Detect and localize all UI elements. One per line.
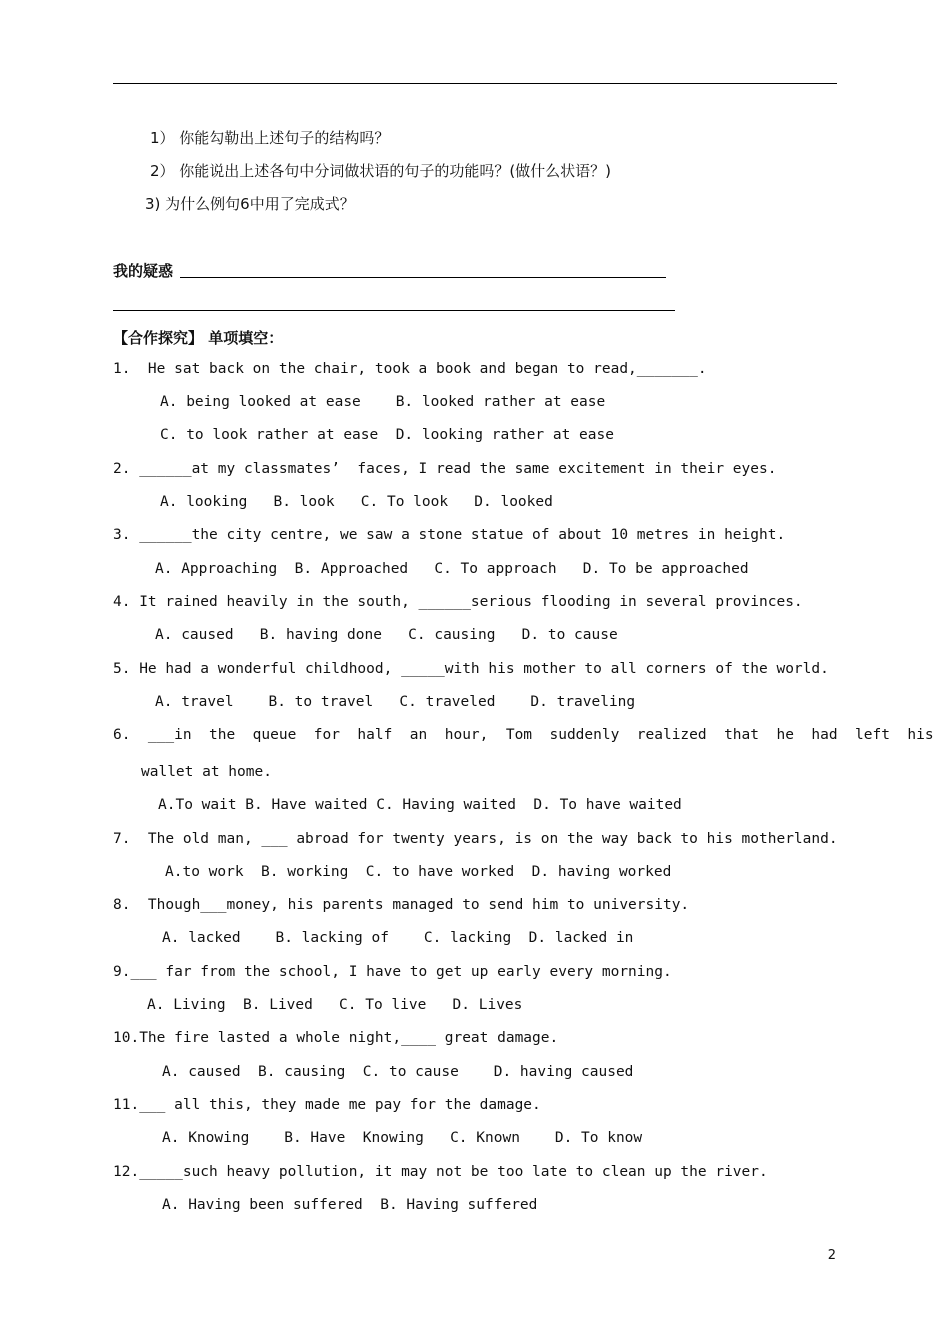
doubts-label: 我的疑惑 [113, 262, 174, 280]
question-8-options: A. lacked B. lacking of C. lacking D. lacked in [162, 930, 634, 946]
header-rule [113, 83, 837, 84]
question-1-options-b: C. to look rather at ease D. looking rather at ease [160, 427, 614, 443]
question-10-options: A. caused B. causing C. to cause D. having caused [162, 1064, 634, 1080]
question-7-options: A.to work B. working C. to have worked D. having worked [165, 864, 672, 880]
question-6-options: A.To wait B. Have waited C. Having waited D. To have waited [158, 797, 682, 813]
question-11: 11.___ all this, they made me pay for the damage. [113, 1097, 541, 1113]
intro-question-2: 2） 你能说出上述各句中分词做状语的句子的功能吗？(做什么状语？) [150, 162, 612, 180]
page-number: 2 [827, 1248, 836, 1263]
question-3-options: A. Approaching B. Approached C. To approach D. To be approached [155, 561, 749, 577]
question-10: 10.The fire lasted a whole night,____ great damage. [113, 1030, 559, 1046]
question-2: 2. ______at my classmates’ faces, I read the same excitement in their eyes. [113, 461, 777, 477]
question-12: 12._____such heavy pollution, it may not be too late to clean up the river. [113, 1164, 768, 1180]
question-3: 3. ______the city centre, we saw a stone statue of about 10 metres in height. [113, 527, 786, 543]
question-9: 9.___ far from the school, I have to get up early every morning. [113, 964, 672, 980]
question-5-options: A. travel B. to travel C. traveled D. traveling [155, 694, 636, 710]
question-7: 7. The old man, ___ abroad for twenty years, is on the way back to his motherland. [113, 831, 838, 847]
question-2-options: A. looking B. look C. To look D. looked [160, 494, 553, 510]
question-4-options: A. caused B. having done C. causing D. to cause [155, 627, 618, 643]
question-6-continued: wallet at home. [141, 764, 272, 780]
question-4: 4. It rained heavily in the south, ______serious flooding in several provinces. [113, 594, 803, 610]
doubts-blank-1 [180, 277, 666, 278]
question-9-options: A. Living B. Lived C. To live D. Lives [147, 997, 523, 1013]
doubts-blank-2 [113, 310, 675, 311]
question-8: 8. Though___money, his parents managed to send him to university. [113, 897, 690, 913]
intro-question-1: 1） 你能勾勒出上述句子的结构吗？ [150, 129, 390, 147]
question-5: 5. He had a wonderful childhood, _____with his mother to all corners of the world. [113, 661, 829, 677]
intro-question-3: 3) 为什么例句6中用了完成式？ [145, 195, 355, 213]
section-title: 【合作探究】 单项填空： [113, 329, 284, 347]
question-6: 6. ___in the queue for half an hour, Tom suddenly realized that he had left his [113, 727, 934, 743]
question-1: 1. He sat back on the chair, took a book and began to read,_______. [113, 361, 707, 377]
question-12-options: A. Having been suffered B. Having suffered [162, 1197, 538, 1213]
question-1-options-a: A. being looked at ease B. looked rather at ease [160, 394, 606, 410]
question-11-options: A. Knowing B. Have Knowing C. Known D. To know [162, 1130, 643, 1146]
